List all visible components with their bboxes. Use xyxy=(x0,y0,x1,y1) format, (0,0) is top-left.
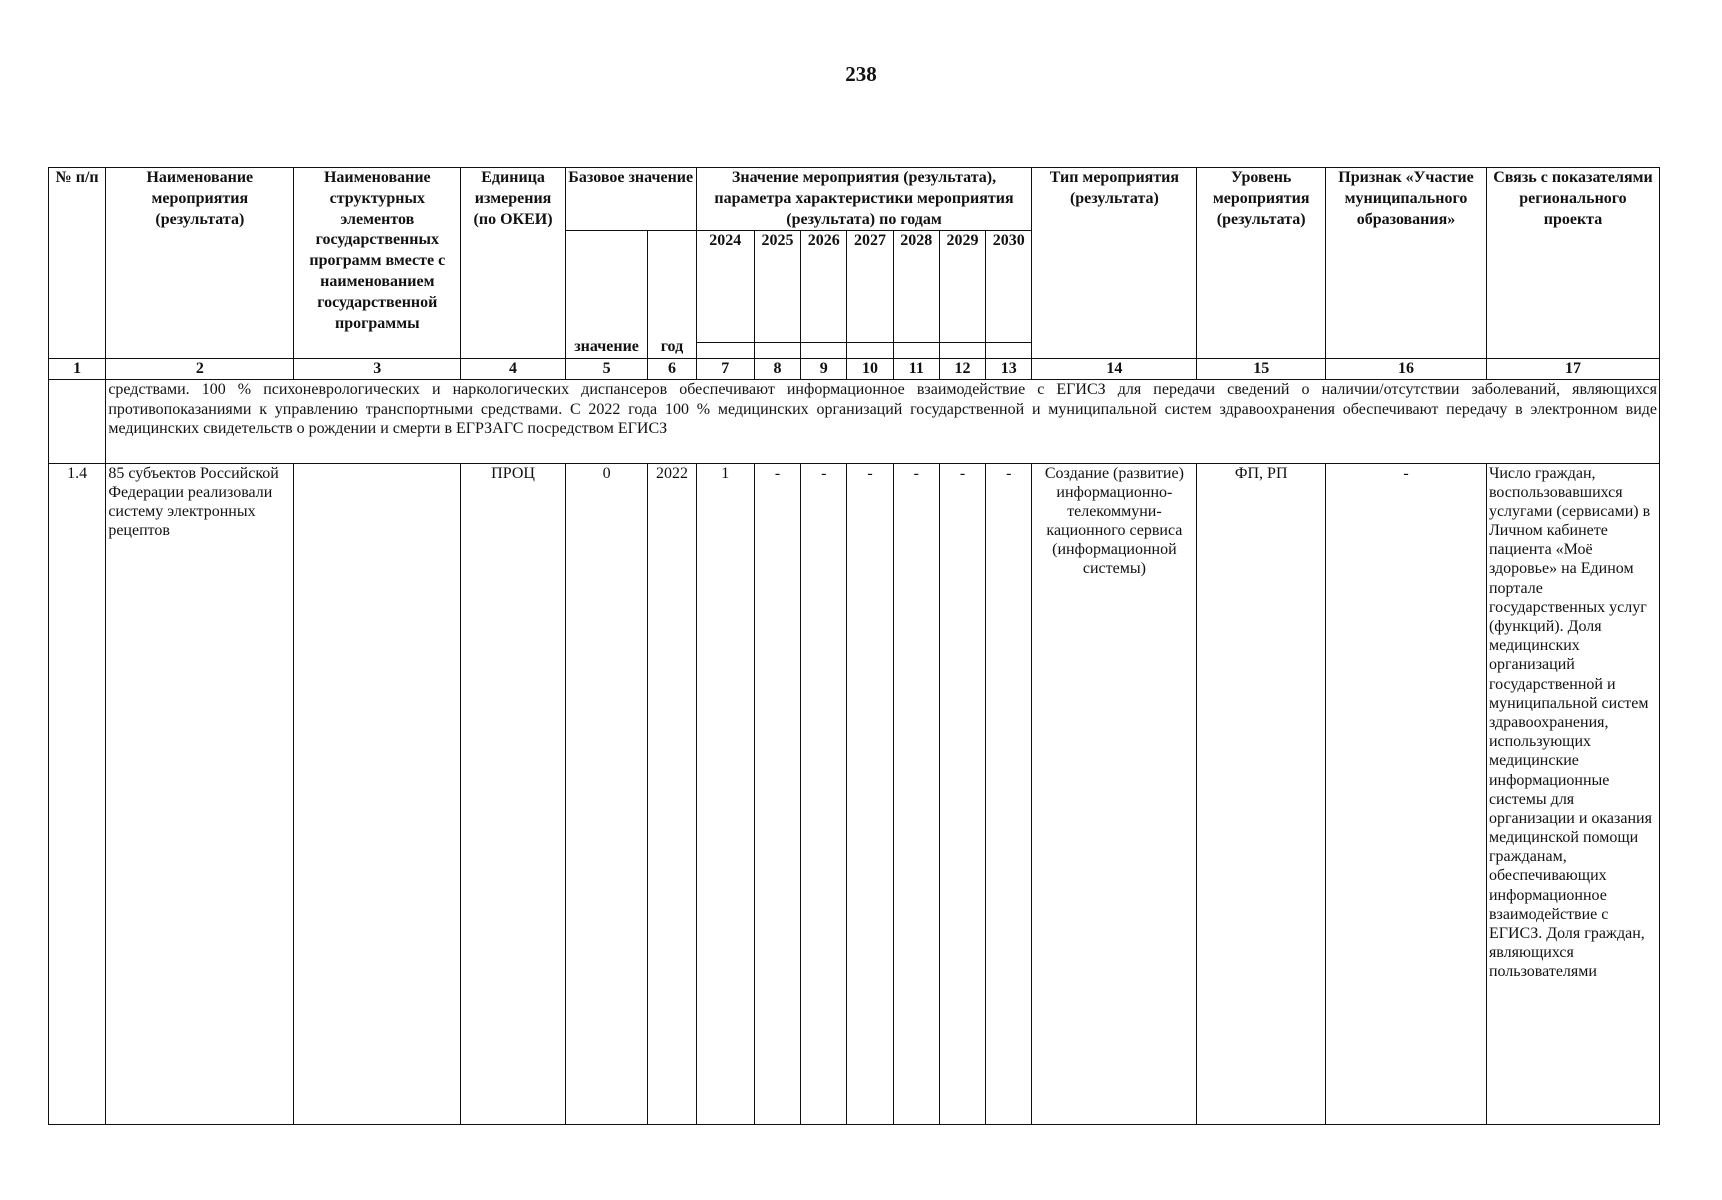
column-number: 6 xyxy=(648,359,696,380)
column-number: 7 xyxy=(696,359,754,380)
row-regional-link: Число граждан, воспользовавшихся услугами (сервисами) в Личном кабинете пациента «Моё здоровье» на Едином портале государственных услуг (функций). Доля медицинских организаций государственной и муниципальной систем здравоохранения, использующих медицинские информационные системы для организации и оказания медицинской помощи гражданам, обеспечивающих информационное взаимодействие с ЕГИСЗ. Доля граждан, являющихся пользователями xyxy=(1486,463,1659,1124)
header-year-spacer xyxy=(986,343,1032,359)
row-base-value: 0 xyxy=(565,463,647,1124)
column-number: 15 xyxy=(1197,359,1326,380)
column-number: 8 xyxy=(754,359,800,380)
header-measure-type: Тип мероприятия (результата) xyxy=(1032,168,1197,359)
header-year: 2026 xyxy=(801,231,847,343)
column-number: 17 xyxy=(1486,359,1659,380)
column-number: 16 xyxy=(1326,359,1487,380)
header-measure-level: Уровень мероприятия (результата) xyxy=(1197,168,1326,359)
column-number: 9 xyxy=(801,359,847,380)
row-value-2030: - xyxy=(986,463,1032,1124)
page-number: 238 xyxy=(845,62,877,86)
row-number: 1.4 xyxy=(49,463,106,1124)
header-year: 2030 xyxy=(986,231,1032,343)
header-year: 2028 xyxy=(893,231,939,343)
header-year-spacer xyxy=(893,343,939,359)
header-regional-link: Связь с показателями регионального проекта xyxy=(1486,168,1659,359)
column-number: 14 xyxy=(1032,359,1197,380)
row-value-2027: - xyxy=(847,463,893,1124)
column-number: 3 xyxy=(294,359,461,380)
header-num: № п/п xyxy=(49,168,106,359)
row-value-2028: - xyxy=(893,463,939,1124)
header-year: 2029 xyxy=(939,231,985,343)
header-year: 2025 xyxy=(754,231,800,343)
table-row xyxy=(49,463,1660,1124)
continuation-text: средствами. 100 % психоневрологических и наркологических диспансеров обеспечивают информационное взаимодействие с ЕГИСЗ для передачи сведений о наличии/отсутствии заболеваний, являющихся противопоказаниями к управлению транспортными средствами. С 2022 года 100 % медицинских организаций государственной и муниципальной систем здравоохранения обеспечивают передачу в электронном виде медицинских свидетельств о рождении и смерти в ЕГРЗАГС посредством ЕГИСЗ xyxy=(106,380,1660,464)
column-number: 4 xyxy=(461,359,566,380)
column-number: 1 xyxy=(49,359,106,380)
measures-table xyxy=(48,167,1660,1125)
header-year: 2024 xyxy=(696,231,754,343)
column-number: 13 xyxy=(986,359,1032,380)
header-measure-name: Наименование мероприятия (результата) xyxy=(106,168,294,359)
row-measure-type: Создание (развитие) информационно-телекоммуни-кационного сервиса (информационной системы) xyxy=(1032,463,1197,1124)
row-unit: ПРОЦ xyxy=(461,463,566,1124)
header-base-value-value: значение xyxy=(565,231,647,359)
header-year-spacer xyxy=(754,343,800,359)
column-number: 5 xyxy=(565,359,647,380)
header-year-spacer xyxy=(847,343,893,359)
header-year-spacer xyxy=(696,343,754,359)
row-value-2026: - xyxy=(801,463,847,1124)
row-municipal-participation: - xyxy=(1326,463,1487,1124)
row-base-year: 2022 xyxy=(648,463,696,1124)
row-measure-name: 85 субъектов Российской Федерации реализовали систему электронных рецептов xyxy=(106,463,294,1124)
header-year-spacer xyxy=(801,343,847,359)
row-measure-level: ФП, РП xyxy=(1197,463,1326,1124)
column-number-row xyxy=(49,359,1660,380)
row-value-2025: - xyxy=(754,463,800,1124)
column-number: 12 xyxy=(939,359,985,380)
header-base-value: Базовое значение xyxy=(565,168,696,231)
column-number: 2 xyxy=(106,359,294,380)
row-structural-elements xyxy=(294,463,461,1124)
header-structural-elements: Наименование структурных элементов государственных программ вместе с наименованием государственной программы xyxy=(294,168,461,359)
header-municipal-participation: Признак «Участие муниципального образования» xyxy=(1326,168,1487,359)
header-values-by-year: Значение мероприятия (результата), параметра характеристики мероприятия (результата) по годам xyxy=(696,168,1032,231)
header-base-value-year: год xyxy=(648,231,696,359)
header-year-spacer xyxy=(939,343,985,359)
column-number: 11 xyxy=(893,359,939,380)
header-unit: Единица измерения (по ОКЕИ) xyxy=(461,168,566,359)
column-number: 10 xyxy=(847,359,893,380)
continuation-row xyxy=(49,380,1660,464)
continuation-num-cell xyxy=(49,380,106,464)
row-value-2024: 1 xyxy=(696,463,754,1124)
row-value-2029: - xyxy=(939,463,985,1124)
header-year: 2027 xyxy=(847,231,893,343)
